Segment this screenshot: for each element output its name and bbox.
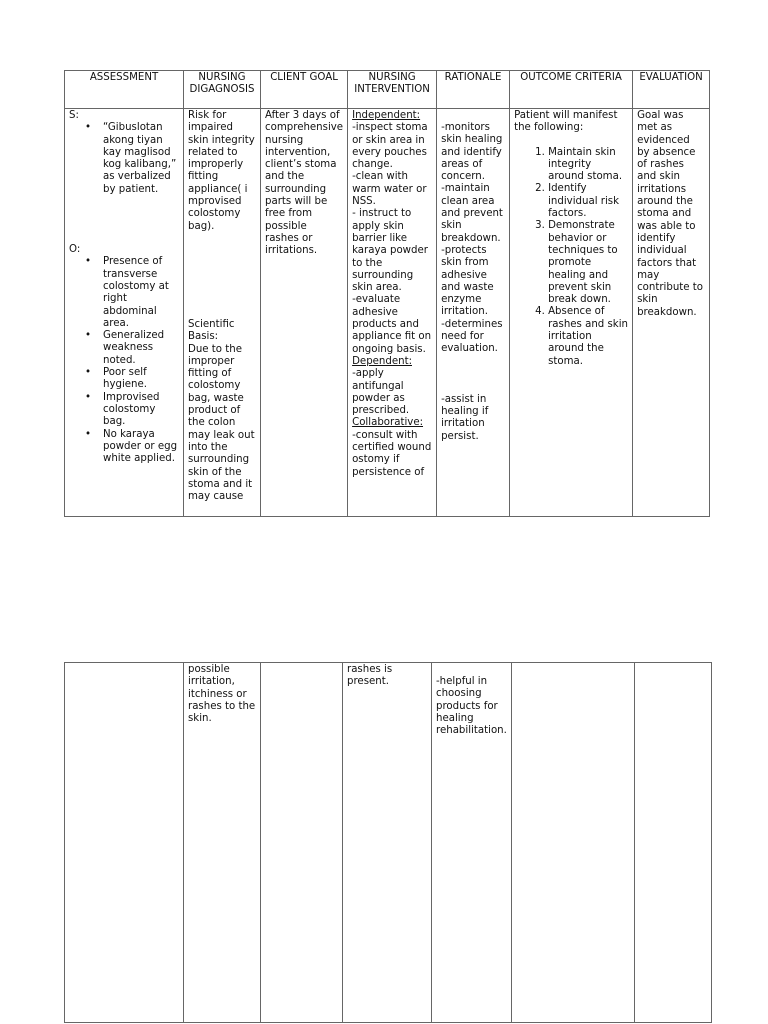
outcome-criteria-cell-cont [511, 663, 634, 1023]
list-item: 4. Absence of rashes and skin irritation around the stoma. [548, 306, 628, 367]
independent-label: Independent: [352, 110, 421, 121]
header-assessment: ASSESSMENT [65, 71, 184, 109]
evaluation-cell [633, 109, 710, 517]
diagnosis-text: Risk for impaired skin integrity related to improperly fitting appliance( i mprovised colostomy bag). [188, 110, 255, 232]
list-item: 3. Demonstrate behavior or techniques to promote healing and prevent skin break down. [548, 220, 628, 306]
list-item: • No karaya powder or egg white applied. [103, 429, 179, 466]
list-item: • Presence of transverse colostomy at right abdominal area. [103, 256, 179, 330]
rationale-item: -protects skin from adhesive and waste enzyme irritation. [441, 244, 494, 318]
client-goal-text: After 3 days of comprehensive nursing intervention, client’s stoma and the surrounding parts will be free from possible rashes or irritations. [265, 110, 344, 257]
client-goal-cell [261, 109, 348, 517]
rationale-item: -determines need for evaluation. [441, 318, 503, 355]
diagnosis-cell [184, 109, 261, 517]
header-outcome-criteria: OUTCOME CRITERIA [510, 71, 633, 109]
intervention-cell-cont [343, 663, 432, 1023]
list-item: 1. Maintain skin integrity around stoma. [548, 147, 628, 184]
rationale-cell [437, 109, 510, 517]
scientific-basis-cont: possible irritation, itchiness or rashes to the skin. [188, 664, 256, 725]
evaluation-cell-cont [634, 663, 711, 1023]
rationale-item: -maintain clean area and prevent skin breakdown. [441, 183, 503, 244]
intervention-item: -apply antifungal powder as prescribed. [352, 368, 410, 417]
scientific-basis-label: Scientific Basis: [188, 318, 235, 343]
care-plan-table-page-1 [64, 70, 710, 517]
intervention-item: -evaluate adhesive products and appliance fit on ongoing basis. [352, 294, 432, 355]
assessment-cell [65, 109, 184, 517]
evaluation-text: Goal was met as evidenced by absence of rashes and skin irritations around the stoma and was able to identify individual factors that may contribute to skin breakdown. [637, 110, 704, 318]
intervention-item: -inspect stoma or skin area in every pouches change. [352, 122, 428, 171]
intervention-item-cont: rashes is present. [347, 664, 393, 688]
client-goal-cell-cont [261, 663, 343, 1023]
dependent-label: Dependent: [352, 355, 412, 367]
intervention-item: -consult with certified wound ostomy if persistence of [352, 429, 432, 478]
list-item: 2. Identify individual risk factors. [548, 183, 628, 220]
objective-list [69, 256, 179, 465]
header-row [65, 71, 710, 109]
intervention-item: -clean with warm water or NSS. [352, 171, 427, 208]
header-evaluation: EVALUATION [633, 71, 710, 109]
intervention-cell [348, 109, 437, 517]
outcome-criteria-cell [510, 109, 633, 517]
list-item: • Poor self hygiene. [103, 367, 179, 392]
scientific-basis-text: Due to the improper fitting of colostomy bag, waste product of the colon may leak out into the surrounding skin of the stoma and it may cause [188, 343, 255, 503]
body-row [65, 109, 710, 517]
rationale-cell-cont [432, 663, 512, 1023]
header-rationale: RATIONALE [437, 71, 510, 109]
collaborative-label: Collaborative: [352, 417, 424, 429]
rationale-item-cont: -helpful in choosing products for healing rehabilitation. [436, 676, 507, 737]
rationale-item: -assist in healing if irritation persist. [441, 393, 489, 442]
diagnosis-cell-cont [184, 663, 261, 1023]
list-item: • Improvised colostomy bag. [103, 392, 179, 429]
assessment-cell-cont [65, 663, 184, 1023]
list-item: • Generalized weakness noted. [103, 330, 179, 367]
header-nursing-intervention: NURSING INTERVENTION [348, 71, 437, 109]
outcome-list [514, 147, 628, 368]
subjective-list [69, 122, 179, 196]
outcome-intro: Patient will manifest the following: [514, 110, 618, 134]
header-nursing-diagnosis: NURSING DIGAGNOSIS [184, 71, 261, 109]
subjective-label: S: [69, 110, 79, 121]
rationale-item: -monitors skin healing and identify areas of concern. [441, 122, 503, 183]
care-plan-table-page-2 [64, 662, 712, 1023]
objective-label: O: [69, 244, 81, 256]
intervention-item: - instruct to apply skin barrier like karaya powder to the surrounding skin area. [352, 208, 428, 294]
header-client-goal: CLIENT GOAL [261, 71, 348, 109]
list-item: • “Gibuslotan akong tiyan kay maglisod kog kalibang,” as verbalized by patient. [103, 122, 179, 196]
continuation-row [65, 663, 712, 1023]
